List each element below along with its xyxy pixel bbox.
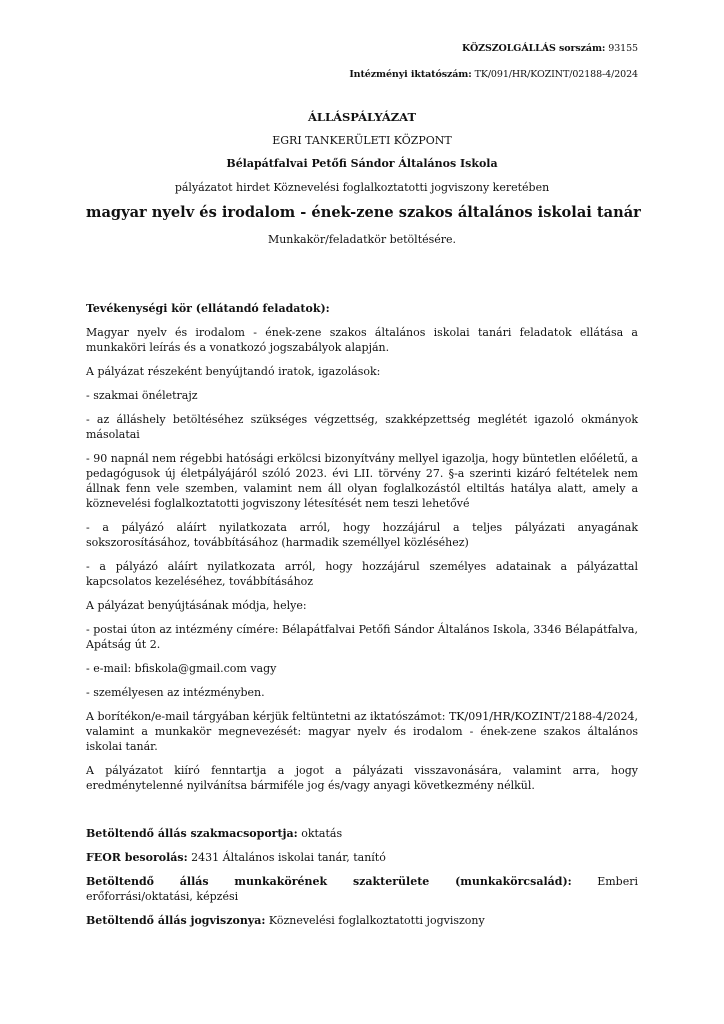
detail-row [86, 826, 638, 841]
filing-number-line [349, 69, 638, 80]
detail-label: Betöltendő állás szakmacsoportja: [86, 827, 298, 840]
serial-number-value: 93155 [608, 43, 638, 54]
document-item: - szakmai önéletrajz [86, 389, 198, 402]
section-gap [86, 802, 638, 826]
serial-number-line [462, 43, 638, 54]
submission-item: - személyesen az intézményben. [86, 686, 265, 699]
detail-row [86, 850, 638, 865]
detail-label: FEOR besorolás: [86, 851, 188, 864]
document-item: - az álláshely betöltéséhez szükséges végzettség, szakképzettség meglétét igazoló okmányok másolatai [86, 413, 638, 441]
detail-value: Emberi erőforrási/oktatási, képzési [86, 875, 638, 903]
detail-row [86, 874, 638, 904]
document-item: - a pályázó aláírt nyilatkozata arról, hogy hozzájárul a teljes pályázati anyagának sokszorosításához, továbbításához (harmadik személlyel közléséhez) [86, 521, 638, 549]
envelope-note: A borítékon/e-mail tárgyában kérjük feltüntetni az iktatószámot: TK/091/HR/KOZINT/2188-4/2024, valamint a munkakör megnevezését: magyar nyelv és irodalom - ének-zene szakos általános iskolai tanár. [86, 710, 638, 753]
duties-heading: Tevékenységi kör (ellátandó feladatok): [86, 302, 330, 315]
detail-row [86, 913, 638, 928]
submission-item: - postai úton az intézmény címére: Bélapátfalvai Petőfi Sándor Általános Iskola, 3346 Bélapátfalva, Apátság út 2. [86, 623, 638, 651]
submission-intro: A pályázat benyújtásának módja, helye: [86, 599, 307, 612]
organization-name: EGRI TANKERÜLETI KÖZPONT [272, 134, 452, 147]
detail-label: Betöltendő állás jogviszonya: [86, 914, 266, 927]
detail-value: oktatás [297, 827, 343, 840]
submission-item: - e-mail: bfiskola@gmail.com vagy [86, 662, 277, 675]
duties-text: Magyar nyelv és irodalom - ének-zene szakos általános iskolai tanári feladatok ellátása a munkaköri leírás és a vonatkozó jogszabályok alapján. [86, 326, 638, 354]
position-title: magyar nyelv és irodalom - ének-zene szakos általános iskolai tanár [86, 204, 641, 221]
serial-number-label: KÖZSZOLGÁLLÁS sorszám: [462, 43, 606, 54]
document-heading: ÁLLÁSPÁLYÁZAT [307, 110, 417, 124]
document-item: - a pályázó aláírt nyilatkozata arról, hogy hozzájárul személyes adatainak a pályázattal kapcsolatos kezeléséhez, továbbításához [86, 560, 638, 588]
filing-number-value: TK/091/HR/KOZINT/02188-4/2024 [474, 69, 638, 80]
school-name: Bélapátfalvai Petőfi Sándor Általános Iskola [226, 157, 498, 170]
document-item: - 90 napnál nem régebbi hatósági erkölcsi bizonyítvány mellyel igazolja, hogy büntetlen előéletű, a pedagógusok új életpályájáról szóló 2023. évi LII. törvény 27. §-a szerinti kizáró feltételek nem állnak fenn vele szemben, valamint nem áll olyan foglalkozástól eltiltás hatálya alatt, amely a köznevelési foglalkoztatotti jogviszony létesítését nem teszi lehetővé [86, 452, 638, 510]
position-subtitle: Munkakör/feladatkör betöltésére. [267, 233, 457, 246]
detail-value: Köznevelési foglalkoztatotti jogviszony [265, 914, 485, 927]
reservation-note: A pályázatot kiíró fenntartja a jogot a pályázati visszavonására, valamint arra, hogy eredménytelenné nyilvánítsa bármiféle jog és/vagy anyagi következmény nélkül. [86, 764, 638, 792]
detail-value: 2431 Általános iskolai tanár, tanító [187, 851, 386, 864]
detail-label: Betöltendő állás munkakörének szakterülete (munkakörcsalád): [86, 875, 572, 888]
filing-number-label: Intézményi iktatószám: [349, 69, 472, 80]
announcement-line: pályázatot hirdet Köznevelési foglalkoztatotti jogviszony keretében [174, 181, 550, 194]
documents-intro: A pályázat részeként benyújtandó iratok, igazolások: [86, 365, 381, 378]
document-body [86, 301, 638, 937]
